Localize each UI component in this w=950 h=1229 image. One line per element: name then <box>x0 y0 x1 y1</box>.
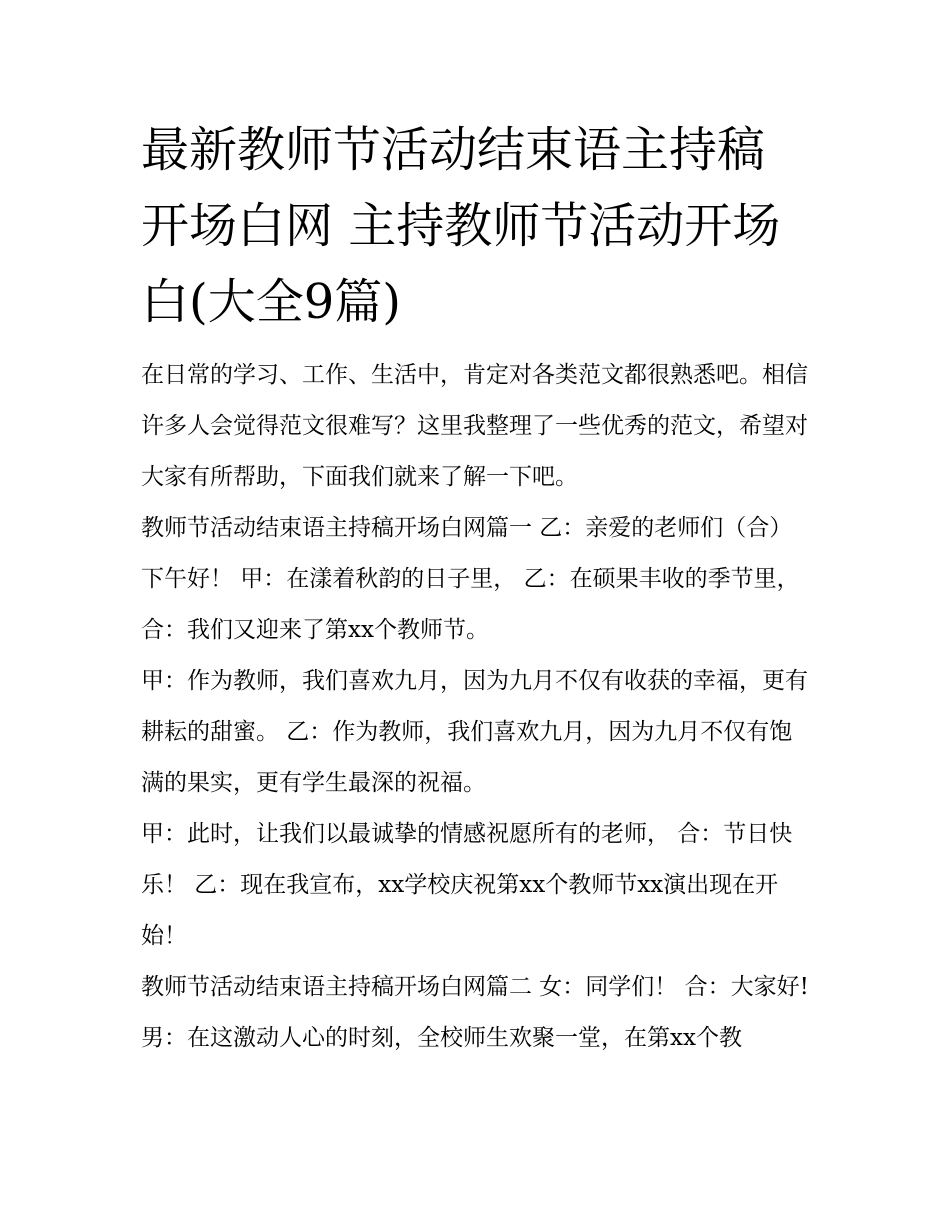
paragraph: 在日常的学习、工作、生活中，肯定对各类范文都很熟悉吧。相信许多人会觉得范文很难写？这里我整理了一些优秀的范文，希望对大家有所帮助，下面我们就来了解一下吧。 <box>141 362 808 490</box>
paragraph-list <box>141 350 809 1064</box>
paragraph: 甲：作为教师，我们喜欢九月，因为九月不仅有收获的幸福，更有耕耘的甜蜜。 乙：作为教师，我们喜欢九月，因为九月不仅有饱满的果实，更有学生最深的祝福。 <box>141 668 808 796</box>
paragraph: 教师节活动结束语主持稿开场白网篇二 女：同学们！ 合：大家好! <box>141 974 809 1000</box>
document-title: 最新教师节活动结束语主持稿开场白网 主持教师节活动开场白(大全9篇) <box>141 122 781 330</box>
document-body <box>141 112 809 1064</box>
paragraph: 甲：此时，让我们以最诚挚的情感祝愿所有的老师， 合：节日快乐！ 乙：现在我宣布，xx学校庆祝第xx个教师节xx演出现在开始！ <box>141 821 793 949</box>
paragraph: 教师节活动结束语主持稿开场白网篇一 乙：亲爱的老师们（合）下午好！ 甲：在漾着秋韵的日子里， 乙：在硕果丰收的季节里， 合：我们又迎来了第xx个教师节。 <box>141 515 800 643</box>
paragraph: 男：在这激动人心的时刻，全校师生欢聚一堂，在第xx个教 <box>141 1025 742 1051</box>
